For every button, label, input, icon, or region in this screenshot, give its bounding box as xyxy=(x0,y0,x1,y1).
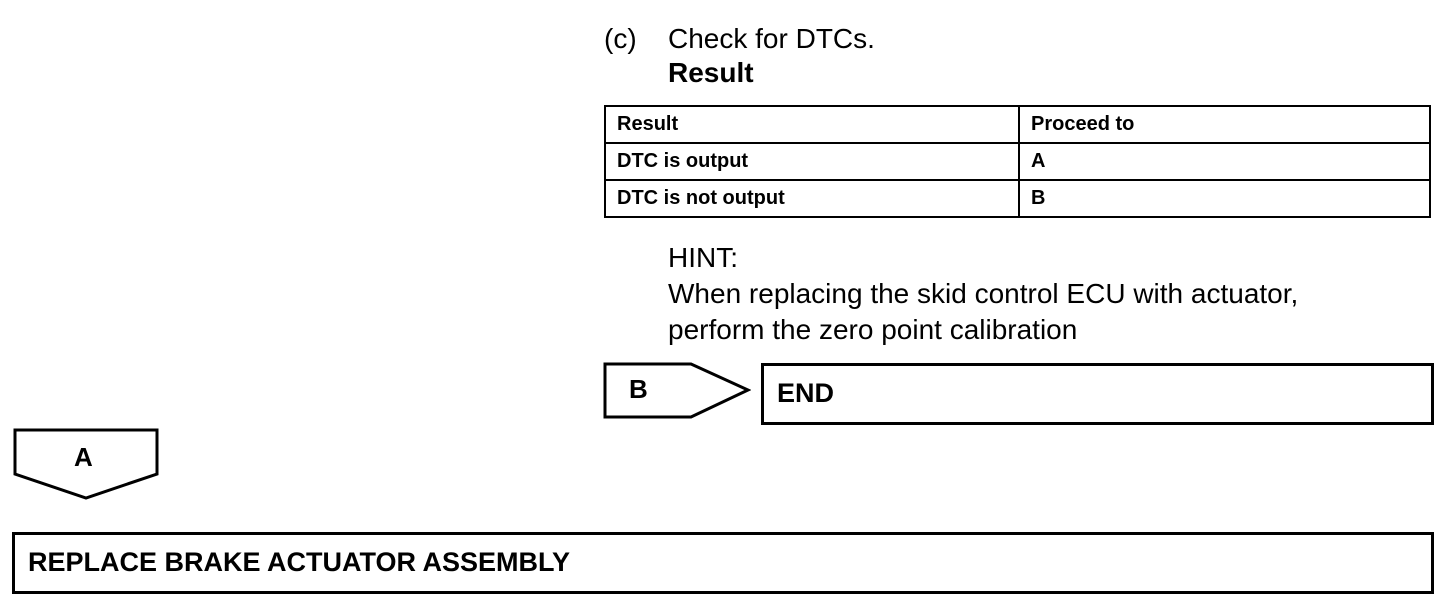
right-arrow-icon xyxy=(603,362,751,419)
branch-b-label: B xyxy=(629,374,648,404)
column-header-result: Result xyxy=(605,106,1019,143)
hint-line: perform the zero point calibration xyxy=(668,314,1078,345)
branch-b-arrow xyxy=(603,362,751,419)
hint-title: HINT: xyxy=(668,242,738,273)
end-box xyxy=(761,363,1434,425)
column-header-proceed-to: Proceed to xyxy=(1019,106,1430,143)
table-cell-result: DTC is output xyxy=(605,143,1019,180)
branch-a-arrow xyxy=(13,428,159,500)
result-table xyxy=(604,105,1431,218)
table-row xyxy=(605,180,1430,217)
action-label: REPLACE BRAKE ACTUATOR ASSEMBLY xyxy=(28,547,571,577)
table-header-row xyxy=(605,106,1430,143)
hint-block xyxy=(668,240,1298,348)
table-cell-proceed-to: A xyxy=(1019,143,1430,180)
table-cell-proceed-to: B xyxy=(1019,180,1430,217)
hint-line: When replacing the skid control ECU with actuator, xyxy=(668,278,1299,309)
step-instruction: Check for DTCs. xyxy=(668,23,875,54)
branch-a-label: A xyxy=(74,442,93,472)
table-row xyxy=(605,143,1430,180)
table-cell-result: DTC is not output xyxy=(605,180,1019,217)
end-label: END xyxy=(777,378,835,408)
result-heading: Result xyxy=(668,57,754,88)
action-box xyxy=(12,532,1434,594)
step-label: (c) xyxy=(604,23,637,54)
